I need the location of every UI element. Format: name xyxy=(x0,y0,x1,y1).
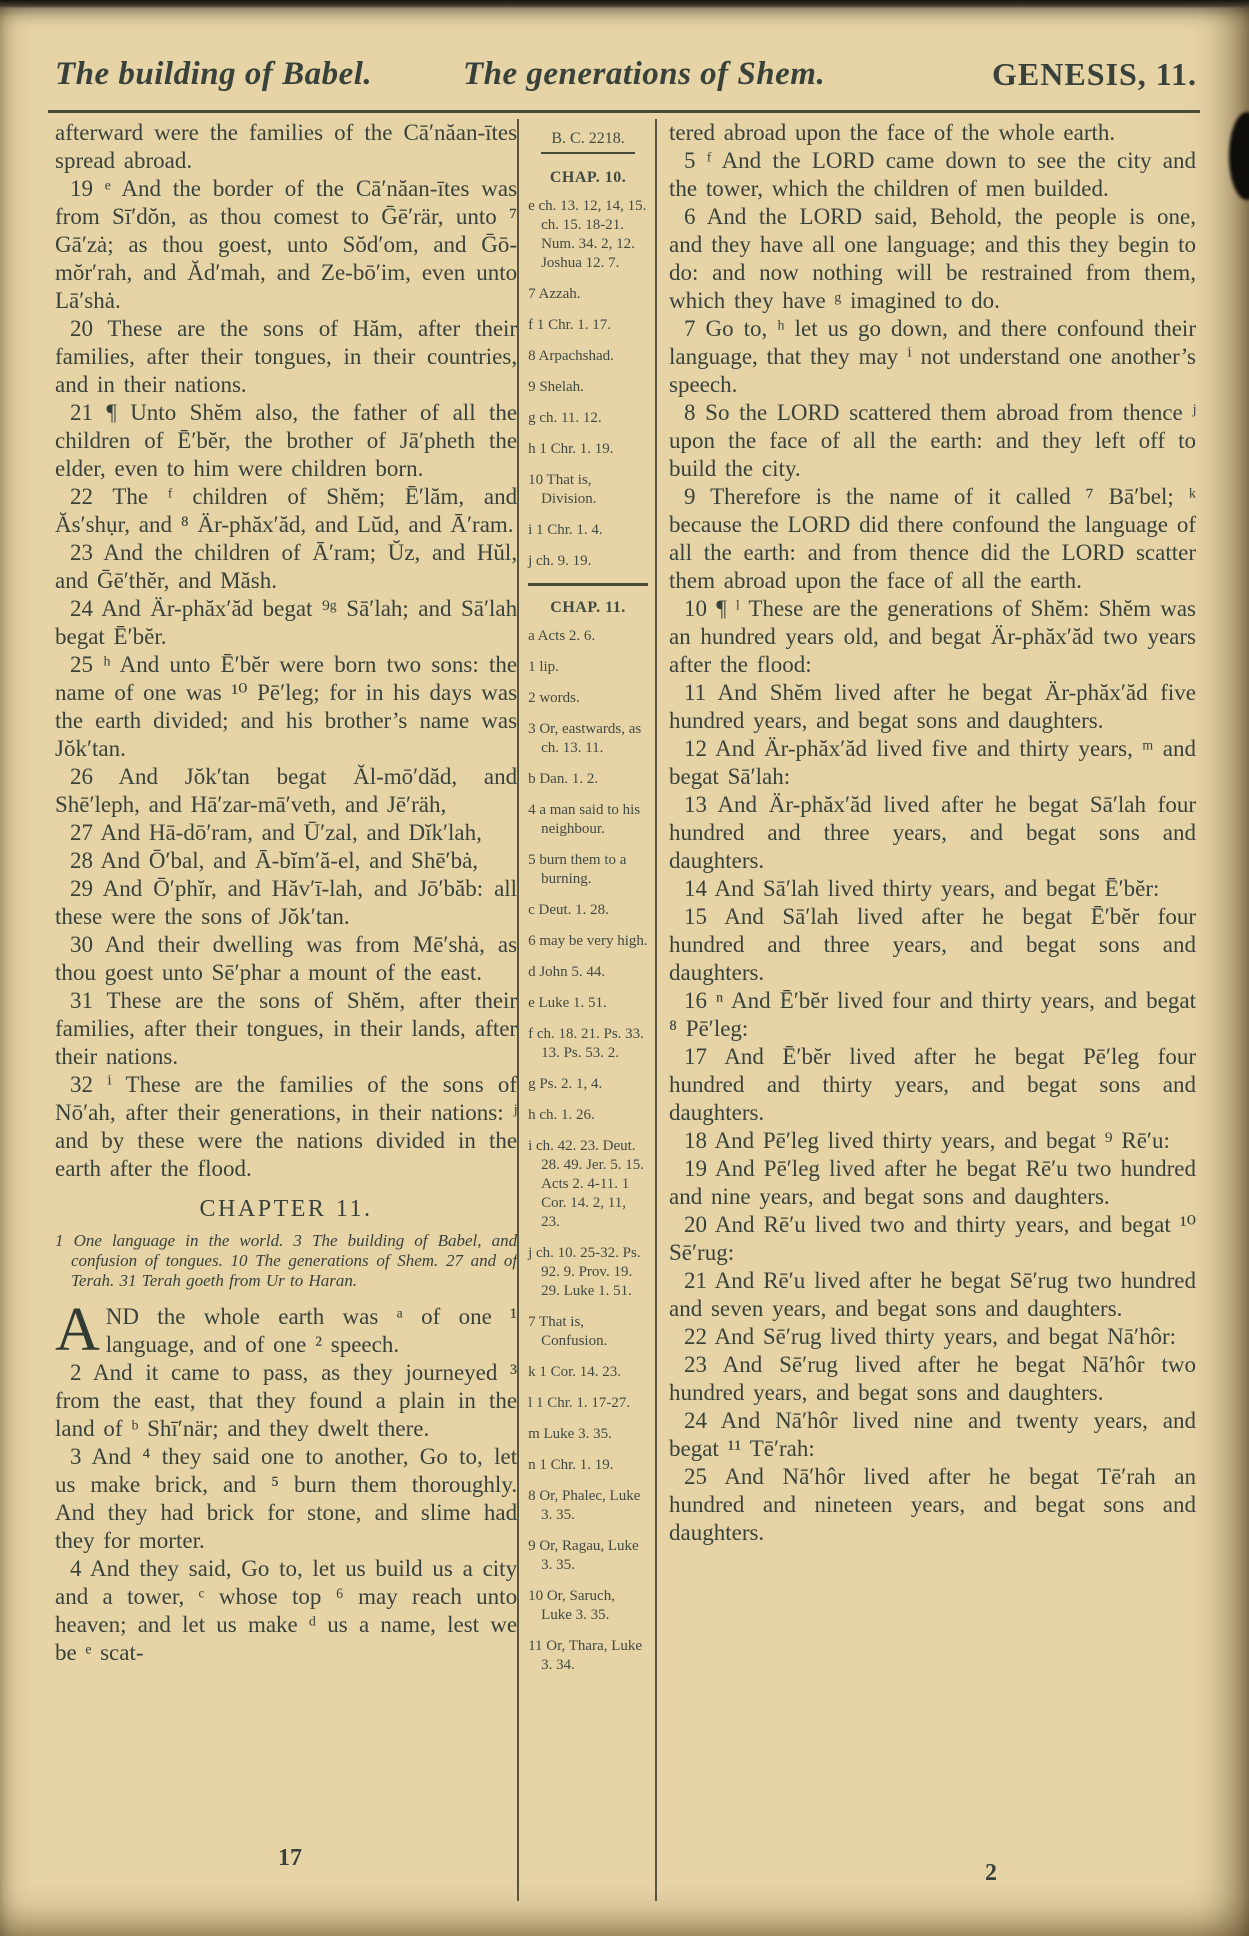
verse-paragraph: 7 Go to, ʰ let us go down, and there confound their language, that they may ⁱ not understand one another’s speech. xyxy=(669,316,1196,397)
page-content xyxy=(55,119,1196,1901)
margin-note: g ch. 11. 12. xyxy=(528,410,602,426)
verse-paragraph: 19 And Pē′leg lived after he begat Rē′u two hundred and nine years, and begat sons and daughters. xyxy=(669,1156,1196,1209)
left-text-column xyxy=(55,119,517,1901)
margin-note: e Luke 1. 51. xyxy=(528,995,607,1011)
margin-note: j ch. 10. 25-32. Ps. 92. 9. Prov. 19. 29. Luke 1. 51. xyxy=(528,1245,641,1299)
verse-paragraph: 2 And it came to pass, as they journeyed ³ from the east, that they found a plain in the land of ᵇ Shī′när; and they dwelt there. xyxy=(55,1360,518,1441)
chapter-heading: CHAPTER 11. xyxy=(199,1196,373,1222)
verse-paragraph: 13 And Är-phăx′ăd lived after he begat Sā′lah four hundred and three years, and begat sons and daughters. xyxy=(669,792,1196,873)
margin-note: l 1 Chr. 1. 17-27. xyxy=(528,1395,631,1411)
margin-note: 7 Azzah. xyxy=(528,286,581,302)
header-rule xyxy=(48,110,1200,113)
verse-paragraph: 19 ᵉ And the border of the Cā′năan-ītes was from Sī′dŏn, as thou comest to Ḡē′rär, unto ⁷ Gā′zȧ; as thou goest, unto Sŏd′om, and Ḡō-mŏr′rah, and Ăd′mah, and Ze-bō′im, even unto Lā′shȧ. xyxy=(55,176,518,313)
margin-note: c Deut. 1. 28. xyxy=(528,902,609,918)
verse-paragraph: 15 And Sā′lah lived after he begat Ē′bĕr four hundred and three years, and begat sons and daughters. xyxy=(669,904,1196,985)
margin-note: a Acts 2. 6. xyxy=(528,628,596,644)
margin-note: 3 Or, eastwards, as ch. 13. 11. xyxy=(528,721,642,756)
margin-note: k 1 Cor. 14. 23. xyxy=(528,1364,622,1380)
margin-note: 8 Arpachshad. xyxy=(528,348,614,364)
verse-paragraph: 23 And Sē′rug lived after he begat Nā′hôr two hundred years, and begat sons and daughters. xyxy=(669,1352,1196,1405)
margin-divider xyxy=(541,152,635,154)
verse-paragraph: 14 And Sā′lah lived thirty years, and begat Ē′bĕr: xyxy=(684,876,1160,901)
verse-paragraph: 18 And Pē′leg lived thirty years, and begat ⁹ Rē′u: xyxy=(684,1128,1170,1153)
margin-note: m Luke 3. 35. xyxy=(528,1426,612,1442)
verse-paragraph: 20 These are the sons of Hăm, after their families, after their tongues, in their countries, and in their nations. xyxy=(55,316,518,397)
right-text-column xyxy=(657,119,1196,1901)
margin-note: g Ps. 2. 1, 4. xyxy=(528,1076,603,1092)
verse-paragraph: 16 ⁿ And Ē′bĕr lived four and thirty years, and begat ⁸ Pē′leg: xyxy=(669,988,1196,1041)
margin-note: 6 may be very high. xyxy=(528,933,648,949)
verse-paragraph: 25 ʰ And unto Ē′bĕr were born two sons: the name of one was ¹⁰ Pē′leg; for in his days was the earth divided; and his brother’s name was Jŏk′tan. xyxy=(55,652,518,761)
margin-note: n 1 Chr. 1. 19. xyxy=(528,1457,614,1473)
verse-paragraph: 27 And Hā-dō′ram, and Ū′zal, and Dĭk′lah, xyxy=(70,820,482,845)
margin-note: d John 5. 44. xyxy=(528,964,606,980)
verse-paragraph: 22 And Sē′rug lived thirty years, and begat Nā′hôr: xyxy=(684,1324,1177,1349)
margin-note: 4 a man said to his neighbour. xyxy=(528,802,641,837)
verse-paragraph: 21 And Rē′u lived after he begat Sē′rug two hundred and seven years, and begat sons and daughters. xyxy=(669,1268,1196,1321)
margin-divider xyxy=(528,583,648,586)
verse-paragraph: 32 ⁱ These are the families of the sons of Nō′ah, after their generations, in their nations: ʲ and by these were the nations divided in the earth after the flood. xyxy=(55,1072,518,1181)
verse-paragraph: 25 And Nā′hôr lived after he begat Tē′rah an hundred and nineteen years, and begat sons and daughters. xyxy=(669,1464,1196,1545)
verse-continuation: afterward were the families of the Cā′năan-ītes spread abroad. xyxy=(55,120,518,173)
page-number-left: 17 xyxy=(278,1845,302,1871)
margin-note: b Dan. 1. 2. xyxy=(528,771,599,787)
verse-paragraph: 5 ᶠ And the LORD came down to see the city and the tower, which the children of men builded. xyxy=(669,148,1196,201)
margin-note: i 1 Chr. 1. 4. xyxy=(528,522,603,538)
verse-paragraph: 6 And the LORD said, Behold, the people is one, and they have all one language; and this they begin to do: and now nothing will be restrained from them, which they have ᵍ imagined to do. xyxy=(669,204,1196,313)
verse-paragraph: 3 And ⁴ they said one to another, Go to, let us make brick, and ⁵ burn them thoroughly. And they had brick for stone, and slime had they for morter. xyxy=(55,1444,518,1553)
margin-note: 10 Or, Saruch, Luke 3. 35. xyxy=(528,1588,615,1623)
verse-paragraph: 12 And Är-phăx′ăd lived five and thirty years, ᵐ and begat Sā′lah: xyxy=(669,736,1196,789)
verse-paragraph: 20 And Rē′u lived two and thirty years, and begat ¹⁰ Sē′rug: xyxy=(669,1212,1196,1265)
margin-reference-column xyxy=(517,119,657,1901)
verse-paragraph: 30 And their dwelling was from Mē′shȧ, as thou goest unto Sē′phar a mount of the east. xyxy=(55,932,518,985)
verse-paragraph: 26 And Jŏk′tan begat Ăl-mō′dăd, and Shē′leph, and Hā′zar-mā′veth, and Jē′räh, xyxy=(55,764,518,817)
running-title-left: The building of Babel. xyxy=(55,56,373,92)
margin-note: 9 Or, Ragau, Luke 3. 35. xyxy=(528,1538,639,1573)
drop-cap-initial: A xyxy=(55,1296,100,1364)
margin-note: h ch. 1. 26. xyxy=(528,1107,595,1123)
margin-note: 9 Shelah. xyxy=(528,379,584,395)
margin-note: h 1 Chr. 1. 19. xyxy=(528,441,614,457)
margin-note: 10 That is, Division. xyxy=(528,472,597,507)
verse-paragraph: 21 ¶ Unto Shĕm also, the father of all the children of Ē′bĕr, the brother of Jā′pheth the elder, even to him were children born. xyxy=(55,400,518,481)
page-edge-notch xyxy=(1229,112,1249,200)
margin-note: 2 words. xyxy=(528,690,580,706)
book-chapter-title: GENESIS, 11. xyxy=(992,56,1197,92)
verse-paragraph: 4 And they said, Go to, let us build us a city and a tower, ᶜ whose top ⁶ may reach unto heaven; and let us make ᵈ us a name, lest we be ᵉ scat- xyxy=(55,1556,518,1665)
verse-paragraph: 23 And the children of Ā′ram; Ŭz, and Hŭl, and Ḡē′thĕr, and Măsh. xyxy=(55,540,518,593)
verse-paragraph: 24 And Är-phăx′ăd begat ⁹ᵍ Sā′lah; and Sā′lah begat Ē′bĕr. xyxy=(55,596,518,649)
margin-note: j ch. 9. 19. xyxy=(528,553,592,569)
verse-paragraph: 22 The ᶠ children of Shĕm; Ē′lăm, and Ăs′shụr, and ⁸ Är-phăx′ăd, and Lŭd, and Ā′ram. xyxy=(55,484,518,537)
verse-paragraph: 28 And Ō′bal, and Ā-bĭm′ă-el, and Shē′bȧ, xyxy=(70,848,479,873)
verse-paragraph: 17 And Ē′bĕr lived after he begat Pē′leg four hundred and thirty years, and begat sons and daughters. xyxy=(669,1044,1196,1125)
page-number-right: 2 xyxy=(985,1860,997,1886)
verse-paragraph: AND the whole earth was ᵃ of one ¹ language, and of one ² speech. xyxy=(55,1296,518,1364)
verse-paragraph: 31 These are the sons of Shĕm, after their families, after their tongues, in their lands, after their nations. xyxy=(55,988,518,1069)
chapter-summary: 1 One language in the world. 3 The building of Babel, and confusion of tongues. 10 The generations of Shem. 27 and of Terah. 31 Terah goeth from Ur to Haran. xyxy=(55,1231,518,1290)
margin-chapter-label: CHAP. 11. xyxy=(550,599,626,616)
verse-paragraph: 8 So the LORD scattered them abroad from thence ʲ upon the face of all the earth: and they left off to build the city. xyxy=(669,400,1196,481)
margin-note: 8 Or, Phalec, Luke 3. 35. xyxy=(528,1488,641,1523)
verse-continuation: tered abroad upon the face of the whole earth. xyxy=(669,120,1116,145)
margin-note: 1 lip. xyxy=(528,659,559,675)
margin-note: 11 Or, Thara, Luke 3. 34. xyxy=(528,1638,643,1673)
verse-paragraph: 10 ¶ ˡ These are the generations of Shĕm: Shĕm was an hundred years old, and begat Är-phăx′ăd two years after the flood: xyxy=(669,596,1196,677)
verse-paragraph: 24 And Nā′hôr lived nine and twenty years, and begat ¹¹ Tē′rah: xyxy=(669,1408,1196,1461)
margin-note: 5 burn them to a burning. xyxy=(528,852,627,887)
bc-date: B. C. 2218. xyxy=(551,130,625,147)
photo-top-edge xyxy=(0,0,1249,8)
margin-note: e ch. 13. 12, 14, 15. ch. 15. 18-21. Num. 34. 2, 12. Joshua 12. 7. xyxy=(528,198,647,271)
margin-note: f 1 Chr. 1. 17. xyxy=(528,317,611,333)
margin-note: f ch. 18. 21. Ps. 33. 13. Ps. 53. 2. xyxy=(528,1026,644,1061)
page-header xyxy=(55,56,1201,104)
running-title-center: The generations of Shem. xyxy=(463,56,826,92)
verse-paragraph: 29 And Ō′phĭr, and Hăv′ī-lah, and Jō′băb: all these were the sons of Jŏk′tan. xyxy=(55,876,518,929)
margin-chapter-label: CHAP. 10. xyxy=(549,169,627,186)
margin-note: 7 That is, Confusion. xyxy=(528,1314,608,1349)
margin-note: i ch. 42. 23. Deut. 28. 49. Jer. 5. 15. Acts 2. 4-11. 1 Cor. 14. 2, 11, 23. xyxy=(528,1138,644,1230)
verse-paragraph: 11 And Shĕm lived after he begat Är-phăx′ăd five hundred years, and begat sons and daughters. xyxy=(669,680,1196,733)
verse-paragraph: 9 Therefore is the name of it called ⁷ Bā′bel; ᵏ because the LORD did there confound the language of all the earth: and from thence did the LORD scatter them abroad upon the face of all the earth. xyxy=(669,484,1196,593)
